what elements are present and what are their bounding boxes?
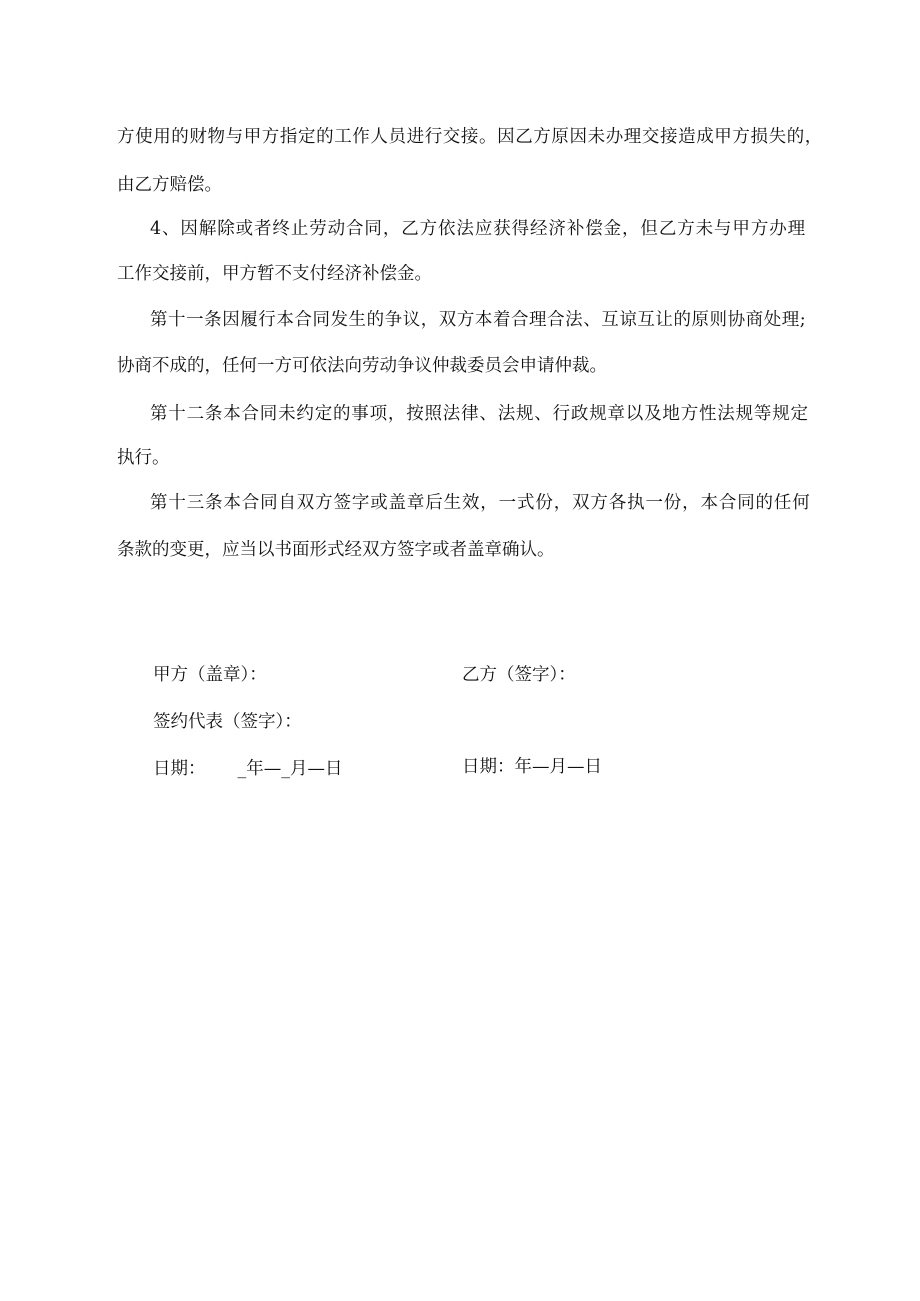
party-a-date-label: 日期：	[153, 759, 206, 779]
party-b-date: 日期：年—月—日	[462, 757, 602, 777]
article-11-line-1: 第十一条因履行本合同发生的争议，双方本着合理合法、互谅互让的原则协商处理;	[150, 310, 807, 330]
paragraph-line-handover-continued: 方使用的财物与甲方指定的工作人员进行交接。因乙方原因未办理交接造成甲方损失的，	[117, 127, 823, 147]
paragraph-line-compensation-by-b: 由乙方赔偿。	[117, 175, 222, 195]
article-13-line-2: 条款的变更，应当以书面形式经双方签字或者盖章确认。	[117, 540, 555, 560]
party-a-date-value: _年—_月—日	[237, 759, 343, 779]
party-a-seal-label: 甲方（盖章）：	[153, 665, 267, 685]
representative-signature-label: 签约代表（签字）：	[153, 712, 302, 732]
party-a-date	[153, 758, 343, 780]
article-11-line-2: 协商不成的，任何一方可依法向劳动争议仲裁委员会申请仲裁。	[117, 356, 607, 376]
party-b-signature-label: 乙方（签字）：	[462, 665, 576, 685]
clause-4-line-1: 4、因解除或者终止劳动合同，乙方依法应获得经济补偿金，但乙方未与甲方办理	[150, 219, 807, 239]
article-13-line-1: 第十三条本合同自双方签字或盖章后生效，一式份，双方各执一份，本合同的任何	[150, 493, 811, 513]
article-12-line-1: 第十二条本合同未约定的事项，按照法律、法规、行政规章以及地方性法规等规定	[150, 404, 809, 424]
article-12-line-2: 执行。	[117, 448, 170, 468]
clause-4-line-2: 工作交接前，甲方暂不支付经济补偿金。	[117, 264, 432, 284]
